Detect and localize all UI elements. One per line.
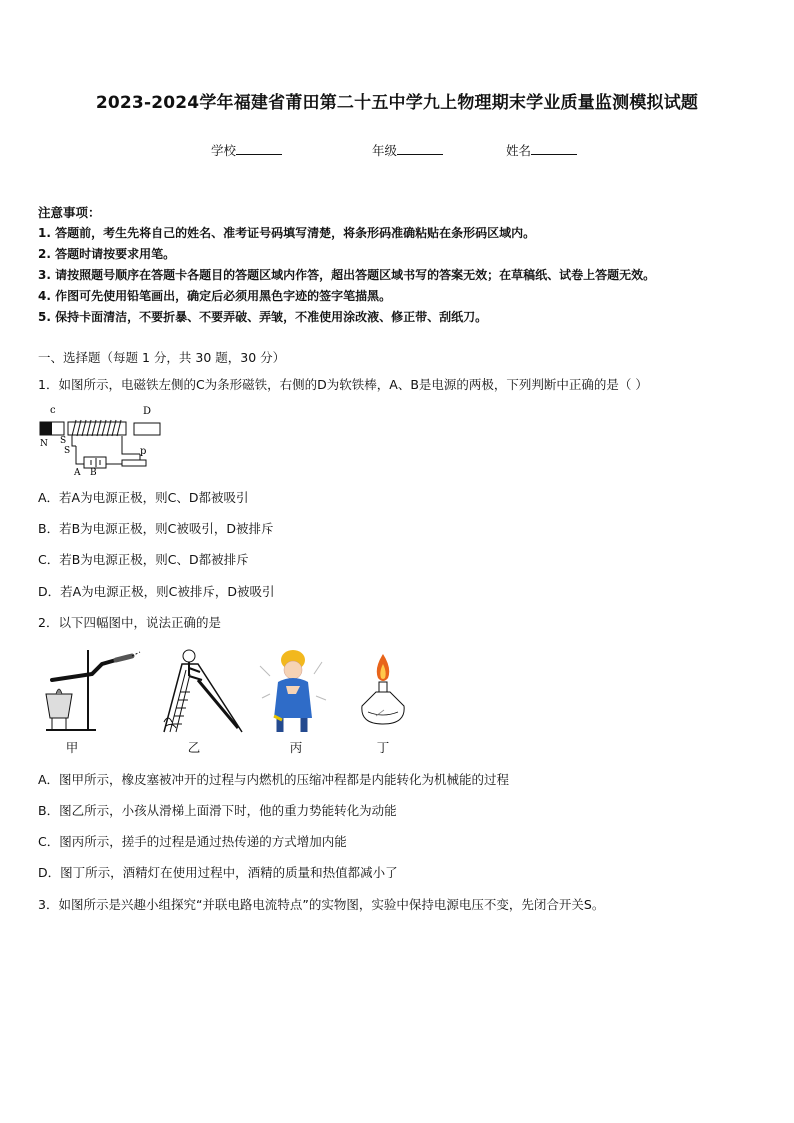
ladder-rungs (172, 692, 190, 724)
slide-frame (164, 664, 242, 732)
magnet-n-pole (40, 422, 52, 435)
burner-stand (52, 718, 66, 730)
q1-option-a: A．若A为电源正极，则C、D都被吸引 (38, 490, 249, 505)
q2-option-a: A．图甲所示，橡皮塞被冲开的过程与内燃机的压缩冲程都是内能转化为机械能的过程 (38, 772, 510, 787)
child-face (284, 661, 302, 679)
label-p: p (140, 446, 147, 457)
school-blank (236, 142, 282, 155)
notes-heading: 注意事项： (38, 205, 101, 220)
note-item: 2. 答题时请按要求用笔。 (38, 247, 176, 261)
caption-yi: 乙 (187, 740, 201, 755)
label-a: A (74, 468, 81, 478)
grade-field (372, 141, 443, 159)
wick-holder (379, 682, 387, 692)
school-label: 学校 (211, 143, 237, 158)
label-s1: S (60, 436, 67, 446)
question-1-stem: 1．如图所示，电磁铁左侧的C为条形磁铁，右侧的D为软铁棒，A、B是电源的两极，下列判断中正确的是（ ） (38, 377, 648, 392)
legs (280, 718, 304, 732)
question-3-stem: 3．如图所示是兴趣小组探究“并联电路电流特点”的实物图，实验中保持电源电压不变，先闭合开关S。 (38, 897, 605, 912)
ladder (170, 670, 190, 732)
page-title: 2023-2024学年福建省莆田第二十五中学九上物理期末学业质量监测模拟试题 (95, 93, 699, 113)
caption-bing: 丙 (289, 740, 303, 755)
note-item: 5. 保持卡面清洁，不要折暴、不要弄破、弄皱，不准使用涂改液、修正带、刮纸刀。 (38, 310, 488, 324)
alcohol-burner (46, 694, 72, 718)
q2-option-c: C．图丙所示，搓手的过程是通过热传递的方式增加内能 (38, 834, 347, 849)
slide-child-figure (142, 646, 248, 734)
q1-option-c: C．若B为电源正极，则C、D都被排斥 (38, 552, 249, 567)
rubber-stopper (116, 656, 132, 660)
q2-option-d: D．图丁所示，酒精灯在使用过程中，酒精的质量和热值都减小了 (38, 865, 398, 880)
name-field (506, 141, 577, 159)
lamp-body (362, 692, 404, 724)
grade-label: 年级 (372, 143, 398, 158)
section-heading: 一、选择题（每题 1 分，共 30 题，30 分） (38, 350, 286, 365)
test-tube-stopper-figure (42, 646, 142, 734)
soft-iron-bar (134, 423, 160, 435)
q1-option-d: D．若A为电源正极，则C被排斥，D被吸引 (38, 584, 275, 599)
name-blank (531, 142, 577, 155)
rheostat (122, 460, 146, 466)
label-d: D (143, 406, 152, 417)
electromagnet-circuit-figure (36, 402, 166, 478)
note-item: 4. 作图可先使用铅笔画出，确定后必须用黑色字迹的签字笔描黑。 (38, 289, 392, 303)
note-item: 1. 答题前，考生先将自己的姓名、准考证号码填写清楚，将条形码准确粘贴在条形码区域内。 (38, 226, 536, 240)
name-label: 姓名 (506, 143, 532, 158)
school-field (211, 141, 282, 159)
grade-blank (397, 142, 443, 155)
label-n: N (40, 439, 48, 449)
question-2-stem: 2．以下四幅图中，说法正确的是 (38, 615, 221, 630)
caption-jia: 甲 (65, 740, 79, 755)
child-head (183, 650, 195, 662)
slide-chute (198, 680, 238, 728)
note-item: 3. 请按照题号顺序在答题卡各题目的答题区域内作答，超出答题区域书写的答案无效；在草稿纸、试卷上答题无效。 (38, 268, 656, 282)
wire-right (122, 436, 140, 454)
rubbing-hands-figure (256, 646, 330, 734)
q2-option-b: B．图乙所示，小孩从滑梯上面滑下时，他的重力势能转化为动能 (38, 803, 397, 818)
caption-ding: 丁 (376, 740, 390, 755)
label-s2: S (64, 446, 71, 456)
flame (56, 689, 62, 694)
alcohol-lamp-figure (354, 646, 412, 734)
label-c: c (50, 405, 56, 416)
q1-option-b: B．若B为电源正极，则C被吸引，D被排斥 (38, 521, 274, 536)
test-tube (52, 660, 116, 680)
battery (84, 457, 106, 468)
blue-jacket (274, 678, 312, 718)
label-b: B (90, 468, 97, 478)
